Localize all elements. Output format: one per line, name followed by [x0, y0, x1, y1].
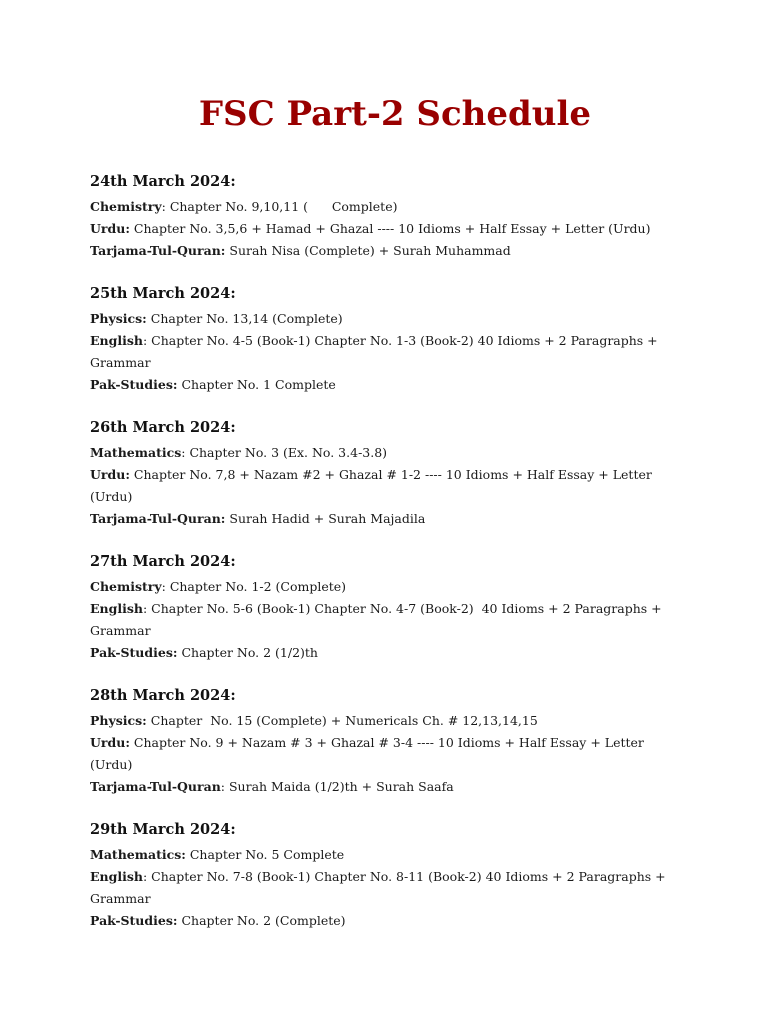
subject-label: Tarjama-Tul-Quran	[90, 779, 221, 794]
day-heading: 29th March 2024:	[90, 821, 236, 838]
day-heading: 28th March 2024:	[90, 687, 236, 704]
schedule-entry	[90, 598, 690, 642]
schedule-entry	[90, 642, 690, 664]
schedule-entry	[90, 910, 690, 932]
subject-label: Physics:	[90, 311, 147, 326]
subject-label: Physics:	[90, 713, 147, 728]
schedule-entry	[90, 240, 690, 262]
subject-label: Pak-Studies:	[90, 645, 178, 660]
schedule-entry	[90, 464, 690, 508]
subject-separator: :	[161, 579, 166, 594]
subject-label: Pak-Studies:	[90, 913, 178, 928]
day-heading: 27th March 2024:	[90, 553, 236, 570]
subject-separator: :	[220, 779, 226, 794]
day-section	[90, 172, 690, 262]
day-section	[90, 686, 690, 798]
subject-label: Urdu:	[90, 221, 130, 236]
day-heading: 24th March 2024:	[90, 173, 236, 190]
schedule-entry	[90, 732, 690, 776]
subject-detail: Chapter No. 3 (Ex. No. 3.4-3.8)	[185, 445, 388, 460]
subject-detail: Chapter No. 9 + Nazam # 3 + Ghazal # 3-4 ---- 10 Idioms + Half Essay + Letter (Urdu)	[90, 735, 648, 772]
subject-detail: Surah Hadid + Surah Majadila	[225, 511, 426, 526]
day-section	[90, 418, 690, 530]
subject-detail: Chapter No. 7,8 + Nazam #2 + Ghazal # 1-2 ---- 10 Idioms + Half Essay + Letter (Urdu)	[90, 467, 656, 504]
day-section	[90, 552, 690, 664]
schedule-entry	[90, 330, 690, 374]
subject-detail: Chapter No. 4-5 (Book-1) Chapter No. 1-3 (Book-2) 40 Idioms + 2 Paragraphs + Grammar	[90, 333, 662, 370]
document-page	[90, 94, 690, 954]
schedule-entry	[90, 196, 690, 218]
schedule-entry	[90, 374, 690, 396]
subject-detail: Surah Maida (1/2)th + Surah Saafa	[225, 779, 454, 794]
day-section	[90, 284, 690, 396]
subject-label: Pak-Studies:	[90, 377, 178, 392]
subject-detail: Chapter No. 13,14 (Complete)	[146, 311, 343, 326]
subject-detail: Chapter No. 9,10,11 ( Complete)	[165, 199, 398, 214]
subject-label: Urdu:	[90, 467, 130, 482]
schedule-entry	[90, 576, 690, 598]
subject-label: Mathematics	[90, 445, 182, 460]
subject-detail: Chapter No. 15 (Complete) + Numericals Ch. # 12,13,14,15	[146, 713, 538, 728]
subject-detail: Chapter No. 2 (Complete)	[177, 913, 346, 928]
subject-detail: Chapter No. 7-8 (Book-1) Chapter No. 8-11 (Book-2) 40 Idioms + 2 Paragraphs + Grammar	[90, 869, 670, 906]
schedule-entry	[90, 866, 690, 910]
schedule-entry	[90, 442, 690, 464]
subject-label: Tarjama-Tul-Quran:	[90, 511, 226, 526]
subject-label: Mathematics:	[90, 847, 186, 862]
subject-label: English	[90, 601, 143, 616]
subject-separator: :	[142, 333, 148, 348]
day-heading: 25th March 2024:	[90, 285, 236, 302]
subject-label: Tarjama-Tul-Quran:	[90, 243, 226, 258]
schedule-entry	[90, 710, 690, 732]
schedule-entry	[90, 508, 690, 530]
subject-separator: :	[161, 199, 166, 214]
subject-separator: :	[181, 445, 186, 460]
schedule-entry	[90, 308, 690, 330]
subject-detail: Chapter No. 3,5,6 + Hamad + Ghazal ---- 10 Idioms + Half Essay + Letter (Urdu)	[129, 221, 651, 236]
subject-label: Chemistry	[90, 199, 162, 214]
schedule-entry	[90, 218, 690, 240]
schedule-entry	[90, 776, 690, 798]
day-section	[90, 820, 690, 932]
subject-label: Chemistry	[90, 579, 162, 594]
schedule-entry	[90, 844, 690, 866]
subject-detail: Chapter No. 1 Complete	[177, 377, 336, 392]
subject-detail: Chapter No. 5 Complete	[185, 847, 345, 862]
subject-detail: Chapter No. 2 (1/2)th	[177, 645, 318, 660]
subject-label: English	[90, 333, 143, 348]
subject-label: English	[90, 869, 143, 884]
subject-detail: Chapter No. 5-6 (Book-1) Chapter No. 4-7 (Book-2) 40 Idioms + 2 Paragraphs + Grammar	[90, 601, 666, 638]
subject-separator: :	[142, 601, 148, 616]
subject-label: Urdu:	[90, 735, 130, 750]
document-title: FSC Part-2 Schedule	[198, 94, 592, 134]
subject-separator: :	[142, 869, 148, 884]
subject-detail: Surah Nisa (Complete) + Surah Muhammad	[225, 243, 511, 258]
day-heading: 26th March 2024:	[90, 419, 236, 436]
subject-detail: Chapter No. 1-2 (Complete)	[165, 579, 347, 594]
